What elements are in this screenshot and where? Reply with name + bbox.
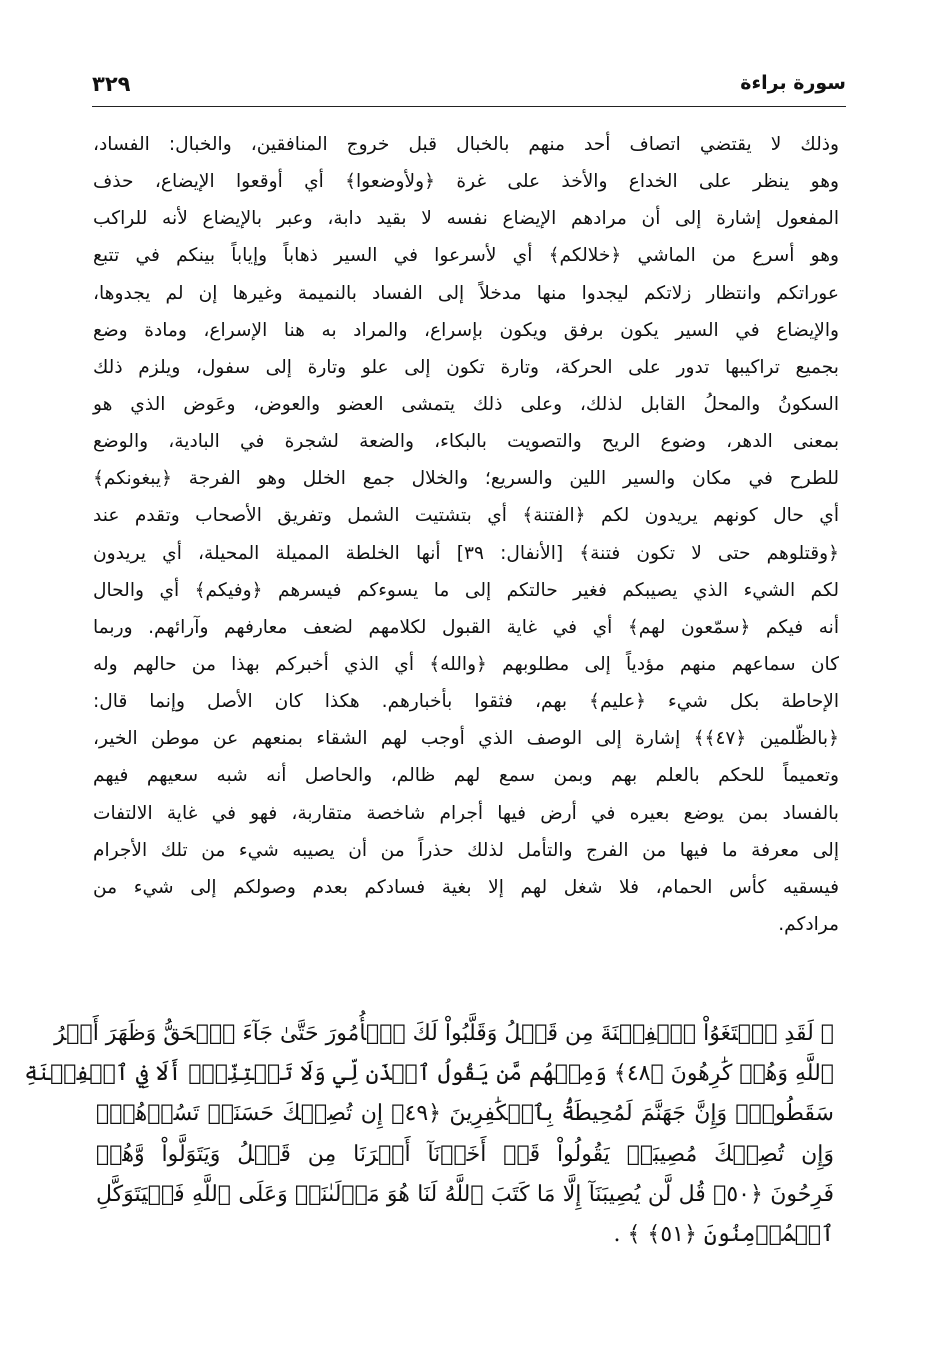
header-divider xyxy=(92,106,846,107)
text-line: وتعميماً للحكم بالعلم بهم وبمن سمع لهم ظالم، والحاصل أنه شبه سعيهم فيهم xyxy=(93,765,839,787)
text-line: مرادكم. xyxy=(778,913,839,935)
verse-line: ﴿ لَقَدِ ٱبۡتَغَوُاْ ٱلۡفِتۡنَةَ مِن قَبۡلُ وَقَلَّبُواْ لَكَ ٱلۡأُمُورَ حَتَّىٰ جَآءَ ٱلۡحَقُّ وَظَهَرَ أَمۡرُ xyxy=(54,1021,834,1046)
verse-line: ٱلۡمُؤۡمِنُونَ ﴿٥١﴾ ﴾ . xyxy=(613,1221,834,1247)
text-line: بالفساد بمن يوضع بعيره في أرض فيها أجرام شاخصة متقاربة، فهو في غاية الالتفات xyxy=(93,802,839,824)
page-number: ٣٢٩ xyxy=(92,72,131,96)
surah-title: سورة براءة xyxy=(740,72,846,94)
text-line: عوراتكم وانتظار زلاتكم ليجدوا منها مدخلاً إلى الفساد بالنميمة وغيرها إن لم يجدوها، xyxy=(93,282,839,304)
text-line: للطرح في مكان والسير اللين والسريع؛ والخلال جمع الخلل وهو الفرجة ﴿يبغونكم﴾ xyxy=(93,468,839,490)
text-line: الإحاطة بكل شيء ﴿عليم﴾ بهم، فثقوا بأخبارهم. هكذا كان الأصل وإنما قال: xyxy=(93,691,839,713)
text-line: ﴿وقتلوهم حتى لا تكون فتنة﴾ [الأنفال: ٣٩] أنها الخلطة المميلة المحيلة، أي يريدون xyxy=(93,542,839,564)
text-line: بجميع تراكيبها تدور على الحركة، وتارة تكون إلى علو وتارة إلى سفول، ويلزم ذلك xyxy=(93,356,839,378)
text-line: وذلك لا يقتضي اتصاف أحد منهم بالخبال قبل خروج المنافقين، والخبال: الفساد، xyxy=(93,134,839,155)
text-line: وهو ينظر على الخداع والأخذ على غرة ﴿ولأوضعوا﴾ أي أوقعوا الإيضاع، حذف xyxy=(93,171,839,193)
page-header xyxy=(92,70,846,100)
verse-line: ٱللَّهِ وَهُمۡ كَٰرِهُونَ ﴿٤٨﴾ وَمِنۡهُم مَّن يَقُولُ ٱئۡذَن لِّي وَلَا تَفۡتِنِّيٓۚ أَلَا فِي ٱلۡفِتۡنَةِ xyxy=(24,1061,834,1087)
text-line: لكم الشيء الذي يصيبكم فغير حالتكم إلى ما يسوءكم فيسرهم ﴿وفيكم﴾ أي والحال xyxy=(93,579,839,601)
verse-line: وَإِن تُصِبۡكَ مُصِيبَةٞ يَقُولُواْ قَدۡ أَخَذۡنَآ أَمۡرَنَا مِن قَبۡلُ وَيَتَوَلَّواْ وَّهُمۡ xyxy=(96,1141,834,1167)
text-line: ﴿بالظّلمين ﴿٤٧﴾﴾ إشارة إلى الوصف الذي أوجب لهم الشقاء بمنعهم عن موطن الخير، xyxy=(93,728,839,750)
text-line: المفعول إشارة إلى أن مرادهم الإيضاع نفسه لا بقيد دابة، وعبر بالإيضاع لأنه للراكب xyxy=(93,208,839,230)
quran-verses xyxy=(24,1014,834,1255)
text-line: والإيضاع في السير يكون برفق ويكون بإسراع، والمراد به هنا الإسراع، ومادة وضع xyxy=(93,319,839,341)
text-line: كان سماعهم منهم مؤدياً إلى مطلوبهم ﴿والله﴾ أي الذي أخبركم بهذا من حالهم وله xyxy=(93,653,839,675)
text-line: أنه فيكم ﴿سمّعون لهم﴾ أي في غاية القبول لكلامهم لضعف معارفهم وآرائهم. وربما xyxy=(93,616,839,638)
verse-line: سَقَطُواْۗ وَإِنَّ جَهَنَّمَ لَمُحِيطَةُۢ بِٱلۡكَٰفِرِينَ ﴿٤٩﴾ إِن تُصِبۡكَ حَسَنَةٞ تَسُؤۡهُمۡۖ xyxy=(96,1101,834,1127)
commentary-text xyxy=(93,126,839,943)
text-line: بمعنى الدهر، وضوع الريح والتصويت بالبكاء، والضعة لشجرة في البادية، والوضع xyxy=(93,431,839,453)
text-line: إلى معرفة ما فيها من الفرج والتأمل لذلك حذراً من أن يصيبه شيء من تلك الأجرام xyxy=(93,839,839,861)
verse-line: فَرِحُونَ ﴿٥٠﴾ قُل لَّن يُصِيبَنَآ إِلَّا مَا كَتَبَ ٱللَّهُ لَنَا هُوَ مَوۡلَىٰنَاۚ وَعَلَى ٱللَّهِ فَلۡيَتَوَكَّلِ xyxy=(96,1181,834,1207)
text-line: السكونُ والمحلُ القابل لذلك، وعلى ذلك يتمشى العضو والعوض، وعَوض الذي هو xyxy=(93,393,839,415)
text-line: وهو أسرع من الماشي ﴿خلالكم﴾ أي لأسرعوا في السير ذهاباً وإياباً بينكم في تتبع xyxy=(93,245,839,267)
text-line: أي حال كونهم يريدون لكم ﴿الفتنة﴾ أي بتشتيت الشمل وتفريق الأصحاب وتقدم عند xyxy=(93,505,839,527)
text-line: فيسقيه كأس الحمام، فلا شغل لهم إلا بغية فسادكم بعدم وصولكم إلى شيء من xyxy=(93,876,839,898)
